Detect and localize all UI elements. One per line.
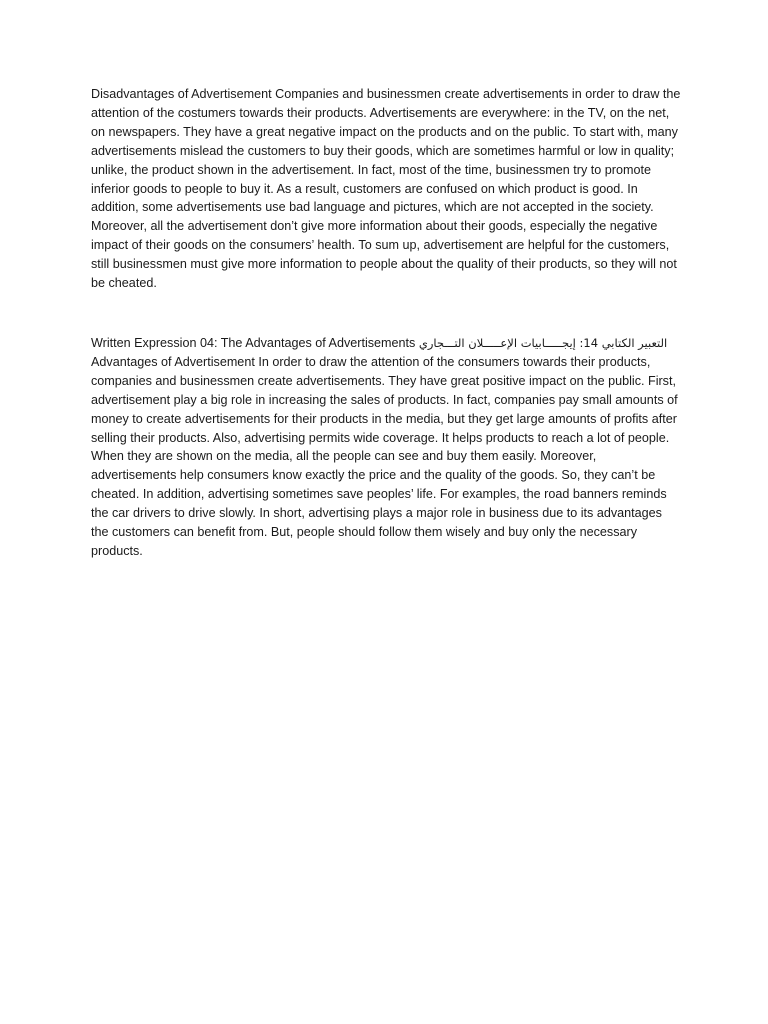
heading-arabic: التعبير الكتابي 14: إيجـــــابيات الإعـــــلان التـــجاري — [418, 336, 668, 350]
advantages-paragraph: Advantages of Advertisement In order to draw the attention of the consumers towards their products, companies and businessmen create advertisements. They have great positive impact on the public. First, advertisement play a big role in increasing the sales of products. In fact, companies pay small amounts of money to create advertisements for their products in the media, but they get large amounts of profits after selling their products. Also, advertising permits wide coverage. It helps products to reach a lot of people. When they are shown on the media, all the people can see and buy them easily. Moreover, advertisements help consumers know exactly the price and the quality of the goods. So, they can’t be cheated. In addition, advertising sometimes save peoples’ life. For examples, the road banners reminds the car drivers to drive slowly. In short, advertising plays a major role in business due to its advantages the customers can benefit from. But, people should follow them wisely and buy only the necessary products. — [91, 354, 678, 558]
disadvantages-paragraph: Disadvantages of Advertisement Companies and businessmen create advertisements in order to draw the attention of the costumers towards their products. Advertisements are everywhere: in the TV, on the net, on newspapers. They have a great negative impact on the products and on the public. To start with, many advertisements mislead the customers to buy their goods, which are sometimes harmful or low in quality; unlike, the product shown in the advertisement. In fact, most of the time, businessmen try to promote inferior goods to people to buy it. As a result, customers are confused on which product is good. In addition, some advertisements use bad language and pictures, which are not accepted in the society. Moreover, all the advertisement don’t give more information about their goods, especially the negative impact of their goods on the consumers’ health. To sum up, advertisement are helpful for the customers, still businessmen must give more information to people about the quality of their products, so they will not be cheated. — [91, 87, 681, 291]
advantages-heading — [91, 334, 681, 353]
advantages-section — [91, 334, 681, 561]
heading-latin: Written Expression 04: The Advantages of Advertisements — [91, 336, 416, 350]
